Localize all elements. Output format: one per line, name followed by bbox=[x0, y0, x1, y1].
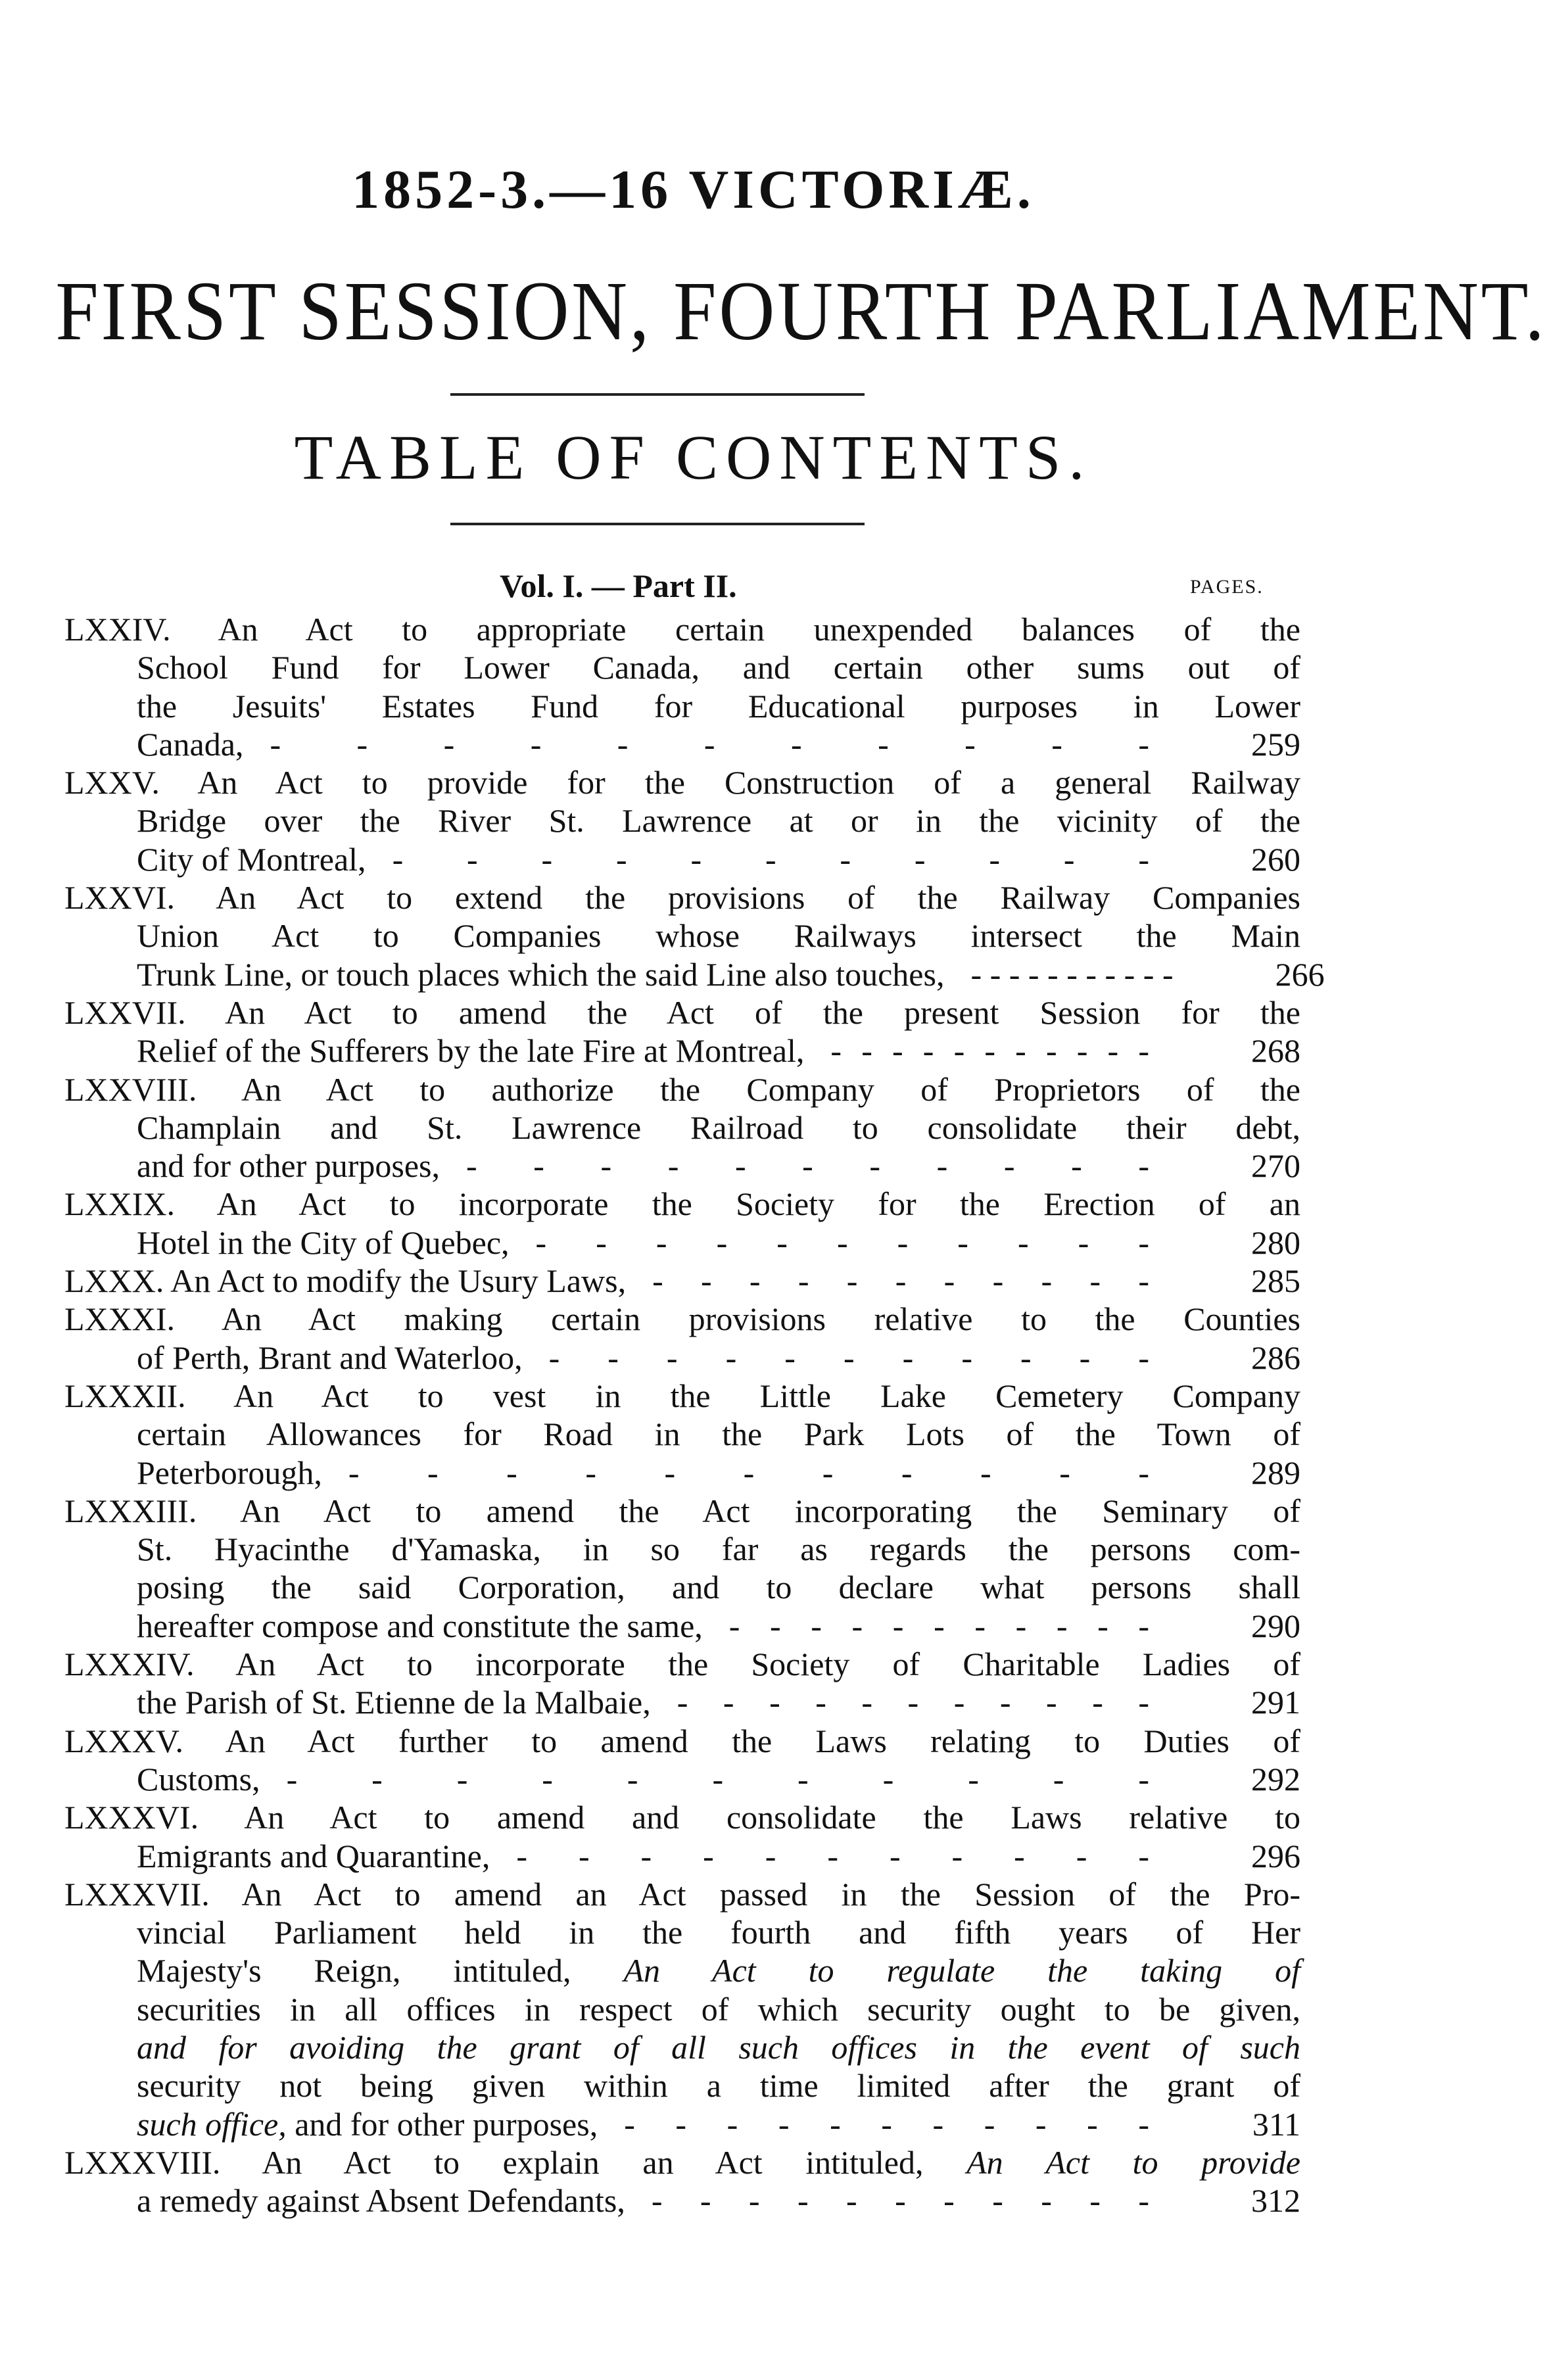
toc-entry-text: LXXVII. An Act to amend the Act of the present Session for the bbox=[64, 993, 1300, 1031]
page-number: 311 bbox=[1252, 2105, 1300, 2143]
dot-leader: - - - - - - - - - - - bbox=[677, 1684, 1149, 1721]
toc-entry-last-line bbox=[64, 1760, 1300, 1798]
toc-entry-text: City of Montreal, bbox=[137, 840, 366, 878]
toc-entry-line bbox=[64, 916, 1300, 955]
toc-entry-text: LXXXVII. An Act to amend an Act passed in the Session of the Pro- bbox=[64, 1875, 1300, 1913]
toc-entry bbox=[64, 1185, 1300, 1262]
toc-entry-line bbox=[64, 993, 1300, 1032]
toc-entry-text: Union Act to Companies whose Railways intersect the Main bbox=[137, 917, 1300, 955]
dot-leader: - - - - - - - - - - - bbox=[548, 1339, 1149, 1376]
toc-entry-line bbox=[64, 1377, 1300, 1415]
toc-entry-text: LXXXI. An Act making certain provisions relative to the Counties bbox=[64, 1300, 1300, 1338]
page-number: 290 bbox=[1251, 1607, 1300, 1644]
dot-leader: - - - - - - - - - - - bbox=[728, 1607, 1149, 1644]
toc-entry bbox=[64, 1262, 1300, 1300]
toc-entry-text: LXXXIII. An Act to amend the Act incorporating the Seminary of bbox=[64, 1492, 1300, 1529]
toc-entry bbox=[64, 763, 1300, 878]
toc-entry-text: the Jesuits' Estates Fund for Educational purposes in Lower bbox=[137, 687, 1300, 725]
toc-entry-line bbox=[64, 1185, 1300, 1223]
toc-entry-text: Champlain and St. Lawrence Railroad to consolidate their debt, bbox=[137, 1108, 1300, 1146]
toc-entries bbox=[64, 610, 1325, 2220]
toc-entry-last-line bbox=[64, 1262, 1300, 1300]
dot-leader: - - - - - - - - - - - bbox=[624, 2105, 1149, 2143]
toc-entry-last-line bbox=[64, 1454, 1300, 1492]
toc-entry-text: LXXVI. An Act to extend the provisions of the Railway Companies bbox=[64, 879, 1300, 916]
toc-entry-line bbox=[64, 1798, 1300, 1836]
toc-entry-text: LXXVIII. An Act to authorize the Company of Proprietors of the bbox=[64, 1070, 1300, 1108]
page-number: 260 bbox=[1251, 840, 1300, 878]
page-number: 285 bbox=[1251, 1262, 1300, 1300]
toc-entry-text: hereafter compose and constitute the same, bbox=[137, 1607, 703, 1644]
page-number: 280 bbox=[1251, 1224, 1300, 1261]
toc-entry-line bbox=[64, 1990, 1300, 2028]
toc-entry-line bbox=[64, 1875, 1300, 1913]
toc-entry-text: Peterborough, bbox=[137, 1454, 322, 1491]
toc-entry bbox=[64, 993, 1300, 1070]
page-number: 292 bbox=[1251, 1760, 1300, 1797]
toc-entry-last-line bbox=[64, 2181, 1300, 2220]
toc-entry-text: securities in all offices in respect of which security ought to be given, bbox=[137, 1990, 1300, 2028]
top-rule bbox=[450, 393, 865, 396]
toc-entry-text: Relief of the Sufferers by the late Fire at Montreal, bbox=[137, 1032, 805, 1070]
toc-entry-line bbox=[64, 763, 1300, 801]
toc-entry-text: vincial Parliament held in the fourth and fifth years of Her bbox=[137, 1914, 1300, 1951]
toc-entry-text: LXXV. An Act to provide for the Construction of a general Railway bbox=[64, 764, 1300, 801]
volume-heading: Vol. I. — Part II. bbox=[500, 567, 737, 604]
toc-entry-text: Emigrants and Quarantine, bbox=[137, 1837, 490, 1874]
toc-entry-text: LXXXV. An Act further to amend the Laws relating to Duties of bbox=[64, 1722, 1300, 1759]
page-number: 296 bbox=[1251, 1837, 1300, 1874]
toc-entry-text: Canada, bbox=[137, 725, 244, 763]
toc-entry-text: Customs, bbox=[137, 1760, 260, 1797]
page-number: 286 bbox=[1251, 1339, 1300, 1376]
toc-entry-text: LXXXVI. An Act to amend and consolidate the Laws relative to bbox=[64, 1799, 1300, 1836]
toc-entry-line bbox=[64, 687, 1300, 725]
toc-entry-text: LXXIV. An Act to appropriate certain unexpended balances of the bbox=[64, 611, 1300, 648]
toc-entry bbox=[64, 1875, 1300, 2143]
toc-entry-text: LXXIX. An Act to incorporate the Society for the Erection of an bbox=[64, 1185, 1300, 1223]
page-number: 268 bbox=[1251, 1032, 1300, 1070]
toc-entry-last-line bbox=[64, 1683, 1300, 1721]
page-number: 291 bbox=[1251, 1684, 1300, 1721]
toc-entry-text: Majesty's Reign, intituled, An Act to regulate the taking of bbox=[137, 1952, 1300, 1989]
toc-title: TABLE OF CONTENTS. bbox=[294, 422, 1093, 492]
dot-leader: - - - - - - - - - - - bbox=[652, 1262, 1149, 1300]
toc-entry-line bbox=[64, 1108, 1300, 1147]
toc-entry-last-line bbox=[64, 1147, 1300, 1185]
page-number: 266 bbox=[1275, 955, 1325, 993]
toc-entry-last-line bbox=[64, 1339, 1300, 1377]
bottom-rule bbox=[450, 523, 865, 525]
toc-entry-line bbox=[64, 1300, 1300, 1338]
toc-entry-line bbox=[64, 1070, 1300, 1108]
toc-entry-text: Hotel in the City of Quebec, bbox=[137, 1224, 510, 1261]
toc-entry-text: such office, and for other purposes, bbox=[137, 2105, 598, 2143]
toc-entry-text: LXXXII. An Act to vest in the Little Lake Cemetery Company bbox=[64, 1377, 1300, 1414]
toc-entry-text: a remedy against Absent Defendants, bbox=[137, 2182, 625, 2220]
toc-entry-line bbox=[64, 1722, 1300, 1760]
toc-entry-text: LXXX. An Act to modify the Usury Laws, bbox=[64, 1262, 627, 1300]
toc-entry-text: and for other purposes, bbox=[137, 1147, 440, 1185]
dot-leader: - - - - - - - - - - - bbox=[830, 1032, 1149, 1070]
toc-entry bbox=[64, 1645, 1300, 1722]
dot-leader: - - - - - - - - - - - bbox=[348, 1454, 1149, 1491]
toc-entry-line bbox=[64, 1568, 1300, 1606]
toc-entry-text: posing the said Corporation, and to declare what persons shall bbox=[137, 1569, 1300, 1606]
toc-entry bbox=[64, 1722, 1300, 1799]
toc-entry-last-line bbox=[64, 840, 1300, 878]
toc-entry-last-line bbox=[64, 2105, 1300, 2143]
toc-entry-line bbox=[64, 1913, 1300, 1951]
page-number: 259 bbox=[1251, 725, 1300, 763]
toc-entry-line bbox=[64, 1492, 1300, 1530]
toc-entry-line bbox=[64, 878, 1300, 916]
toc-entry-line bbox=[64, 1415, 1300, 1453]
toc-entry bbox=[64, 2143, 1300, 2220]
date-line: 1852-3.—16 VICTORIÆ. bbox=[352, 159, 1035, 220]
toc-entry-last-line bbox=[64, 955, 1325, 993]
toc-entry bbox=[64, 610, 1300, 763]
toc-entry bbox=[64, 1300, 1300, 1377]
toc-entry-text: Bridge over the River St. Lawrence at or in the vicinity of the bbox=[137, 802, 1300, 840]
session-title: FIRST SESSION, FOURTH PARLIAMENT. bbox=[55, 264, 1547, 358]
toc-entry-text: LXXXIV. An Act to incorporate the Society of Charitable Ladies of bbox=[64, 1646, 1300, 1683]
dot-leader: - - - - - - - - - - - bbox=[651, 2182, 1149, 2220]
toc-entry-line bbox=[64, 610, 1300, 648]
pages-column-heading: PAGES. bbox=[1190, 576, 1264, 598]
toc-entry bbox=[64, 1377, 1300, 1492]
toc-entry-text: LXXXVIII. An Act to explain an Act intituled, An Act to provide bbox=[64, 2143, 1300, 2181]
toc-entry-text: St. Hyacinthe d'Yamaska, in so far as regards the persons com- bbox=[137, 1531, 1300, 1568]
dot-leader: - - - - - - - - - - - bbox=[392, 840, 1149, 878]
toc-entry-line bbox=[64, 2028, 1300, 2066]
toc-entry bbox=[64, 1798, 1300, 1875]
toc-entry-last-line bbox=[64, 725, 1300, 763]
toc-entry bbox=[64, 878, 1325, 993]
toc-entry bbox=[64, 1070, 1300, 1185]
toc-entry bbox=[64, 1492, 1300, 1645]
toc-entry-text: and for avoiding the grant of all such offices in the event of such bbox=[137, 2028, 1300, 2066]
toc-entry-last-line bbox=[64, 1032, 1300, 1070]
toc-entry-text: the Parish of St. Etienne de la Malbaie, bbox=[137, 1684, 651, 1721]
toc-entry-line bbox=[64, 801, 1300, 840]
toc-entry-text: of Perth, Brant and Waterloo, bbox=[137, 1339, 523, 1376]
toc-entry-last-line bbox=[64, 1224, 1300, 1262]
dot-leader: - - - - - - - - - - - bbox=[970, 955, 1174, 993]
toc-entry-line bbox=[64, 1530, 1300, 1568]
toc-entry-text: certain Allowances for Road in the Park Lots of the Town of bbox=[137, 1416, 1300, 1453]
page-number: 270 bbox=[1251, 1147, 1300, 1185]
dot-leader: - - - - - - - - - - - bbox=[270, 725, 1149, 763]
toc-entry-text: security not being given within a time limited after the grant of bbox=[137, 2067, 1300, 2105]
toc-entry-text: School Fund for Lower Canada, and certain other sums out of bbox=[137, 649, 1300, 686]
toc-entry-line bbox=[64, 2066, 1300, 2105]
toc-entry-line bbox=[64, 648, 1300, 686]
dot-leader: - - - - - - - - - - - bbox=[286, 1760, 1149, 1797]
toc-entry-last-line bbox=[64, 1837, 1300, 1875]
dot-leader: - - - - - - - - - - - bbox=[535, 1224, 1149, 1261]
page-number: 312 bbox=[1251, 2182, 1300, 2220]
page-number: 289 bbox=[1251, 1454, 1300, 1491]
toc-entry-line bbox=[64, 2143, 1300, 2181]
toc-entry-line bbox=[64, 1951, 1300, 1989]
dot-leader: - - - - - - - - - - - bbox=[466, 1147, 1149, 1185]
toc-entry-last-line bbox=[64, 1607, 1300, 1645]
toc-entry-line bbox=[64, 1645, 1300, 1683]
toc-entry-text: Trunk Line, or touch places which the said Line also touches, bbox=[137, 955, 945, 993]
dot-leader: - - - - - - - - - - - bbox=[516, 1837, 1149, 1874]
